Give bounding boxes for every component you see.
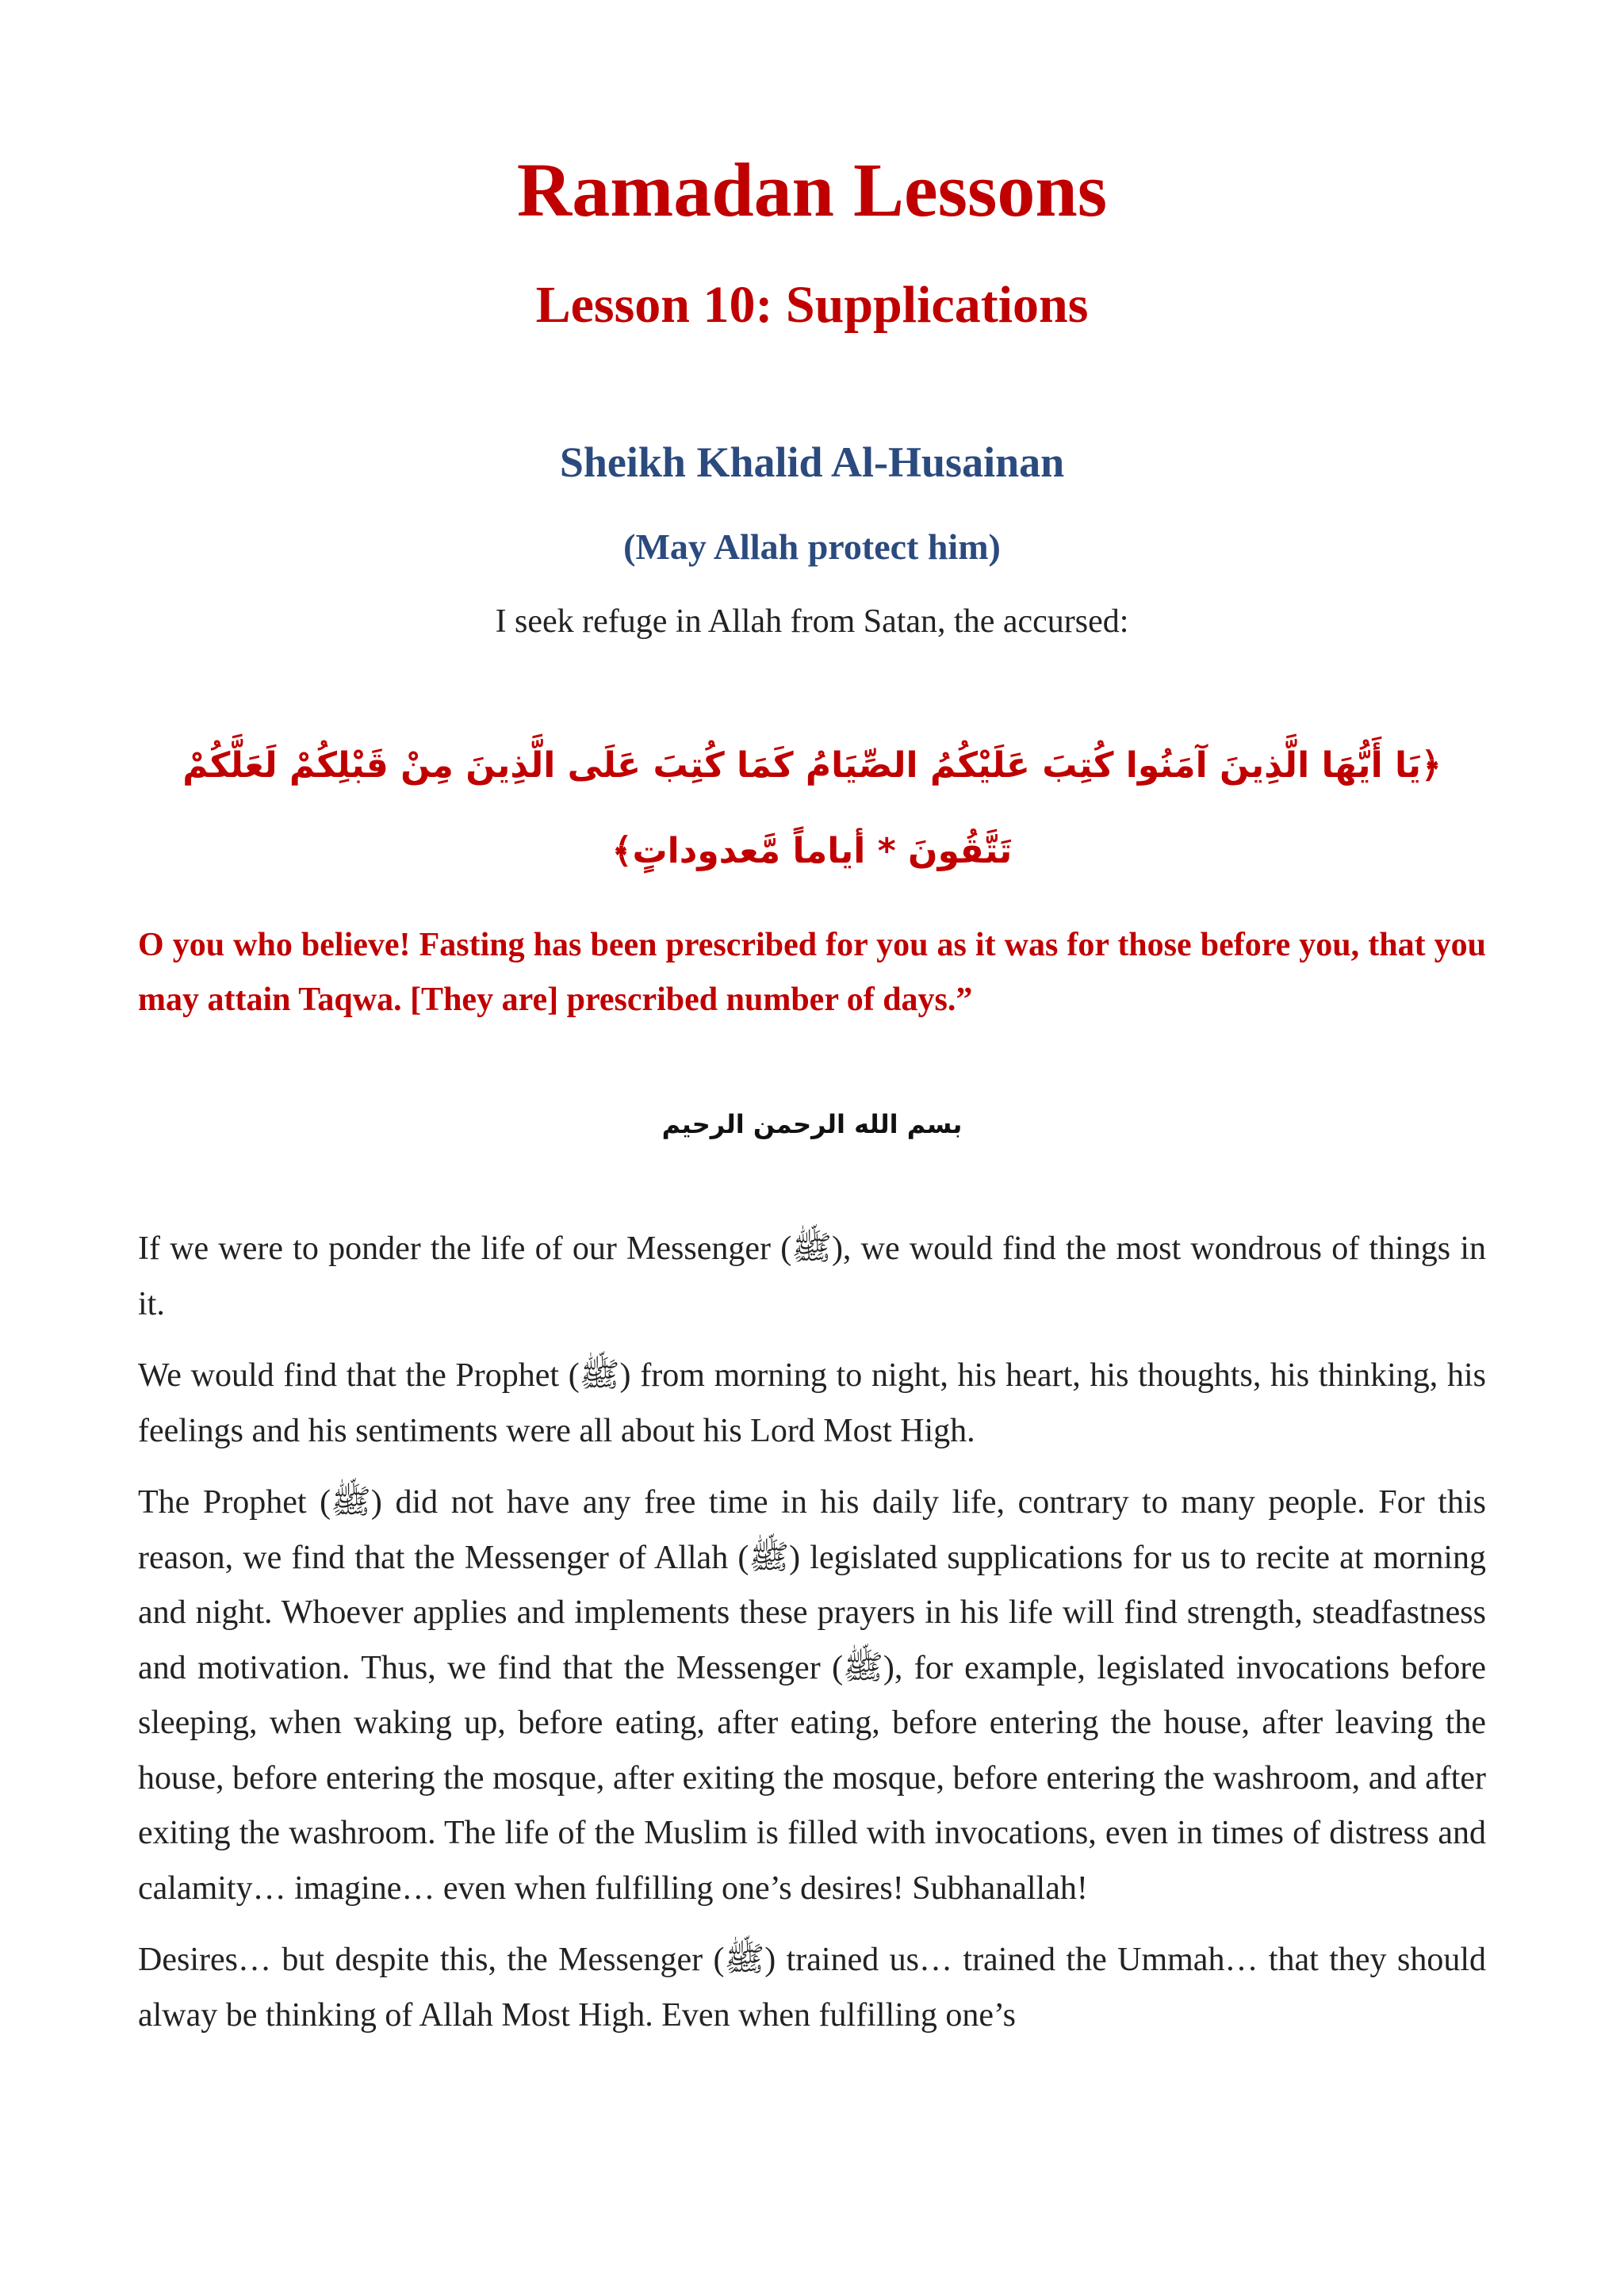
body-paragraph: If we were to ponder the life of our Messenger (ﷺ), we would find the most wondrous of things in it. [138,1230,1486,1322]
body-paragraph: The Prophet (ﷺ) did not have any free time in his daily life, contrary to many people. For this reason, we find that the Messenger of Allah (ﷺ) legislated supplications for us to recite at morning and night. Whoever applies and implements these prayers in his life will find strength, steadfastness and motivation. Thus, we find that the Messenger (ﷺ), for example, legislated invocations before sleeping, when waking up, before eating, after eating, before entering the house, after leaving the house, before entering the mosque, after exiting the mosque, before entering the washroom, and after exiting the washroom. The life of the Muslim is filled with invocations, even in times of distress and calamity… imagine… even when fulfilling one’s desires! Subhanallah! [138,1484,1487,1907]
author-name: Sheikh Khalid Al-Husainan [559,438,1065,486]
body-paragraph: Desires… but despite this, the Messenger (ﷺ) trained us… trained the Ummah… that they should alway be thinking of Allah Most High. Even when fulfilling one’s [138,1942,1486,2034]
basmala: بسم الله الرحمن الرحيم [661,1109,963,1139]
author-honorific: (May Allah protect him) [623,526,1001,567]
document-title: Ramadan Lessons [516,147,1108,232]
seeking-refuge-line: I seek refuge in Allah from Satan, the accursed: [495,603,1129,640]
verse-translation: O you who believe! Fasting has been prescribed for you as it was for those before you, that you may attain Taqwa. [They are] prescribed number of days.” [138,927,1486,1018]
body-paragraph: We would find that the Prophet (ﷺ) from morning to night, his heart, his thoughts, his thinking, his feelings and his sentiments were all about his Lord Most High. [138,1357,1486,1449]
body-text [138,1222,1486,2060]
lesson-subtitle: Lesson 10: Supplications [535,276,1089,334]
arabic-quran-verse: ﴿يَا أَيُّهَا الَّذِينَ آمَنُوا كُتِبَ عَلَيْكُمُ الصِّيَامُ كَمَا كُتِبَ عَلَى الَّذِينَ مِنْ قَبْلِكُمْ لَعَلَّكُمْ تَتَّقُونَ * أياماً مَّعدوداتٍ﴾ [182,745,1442,871]
